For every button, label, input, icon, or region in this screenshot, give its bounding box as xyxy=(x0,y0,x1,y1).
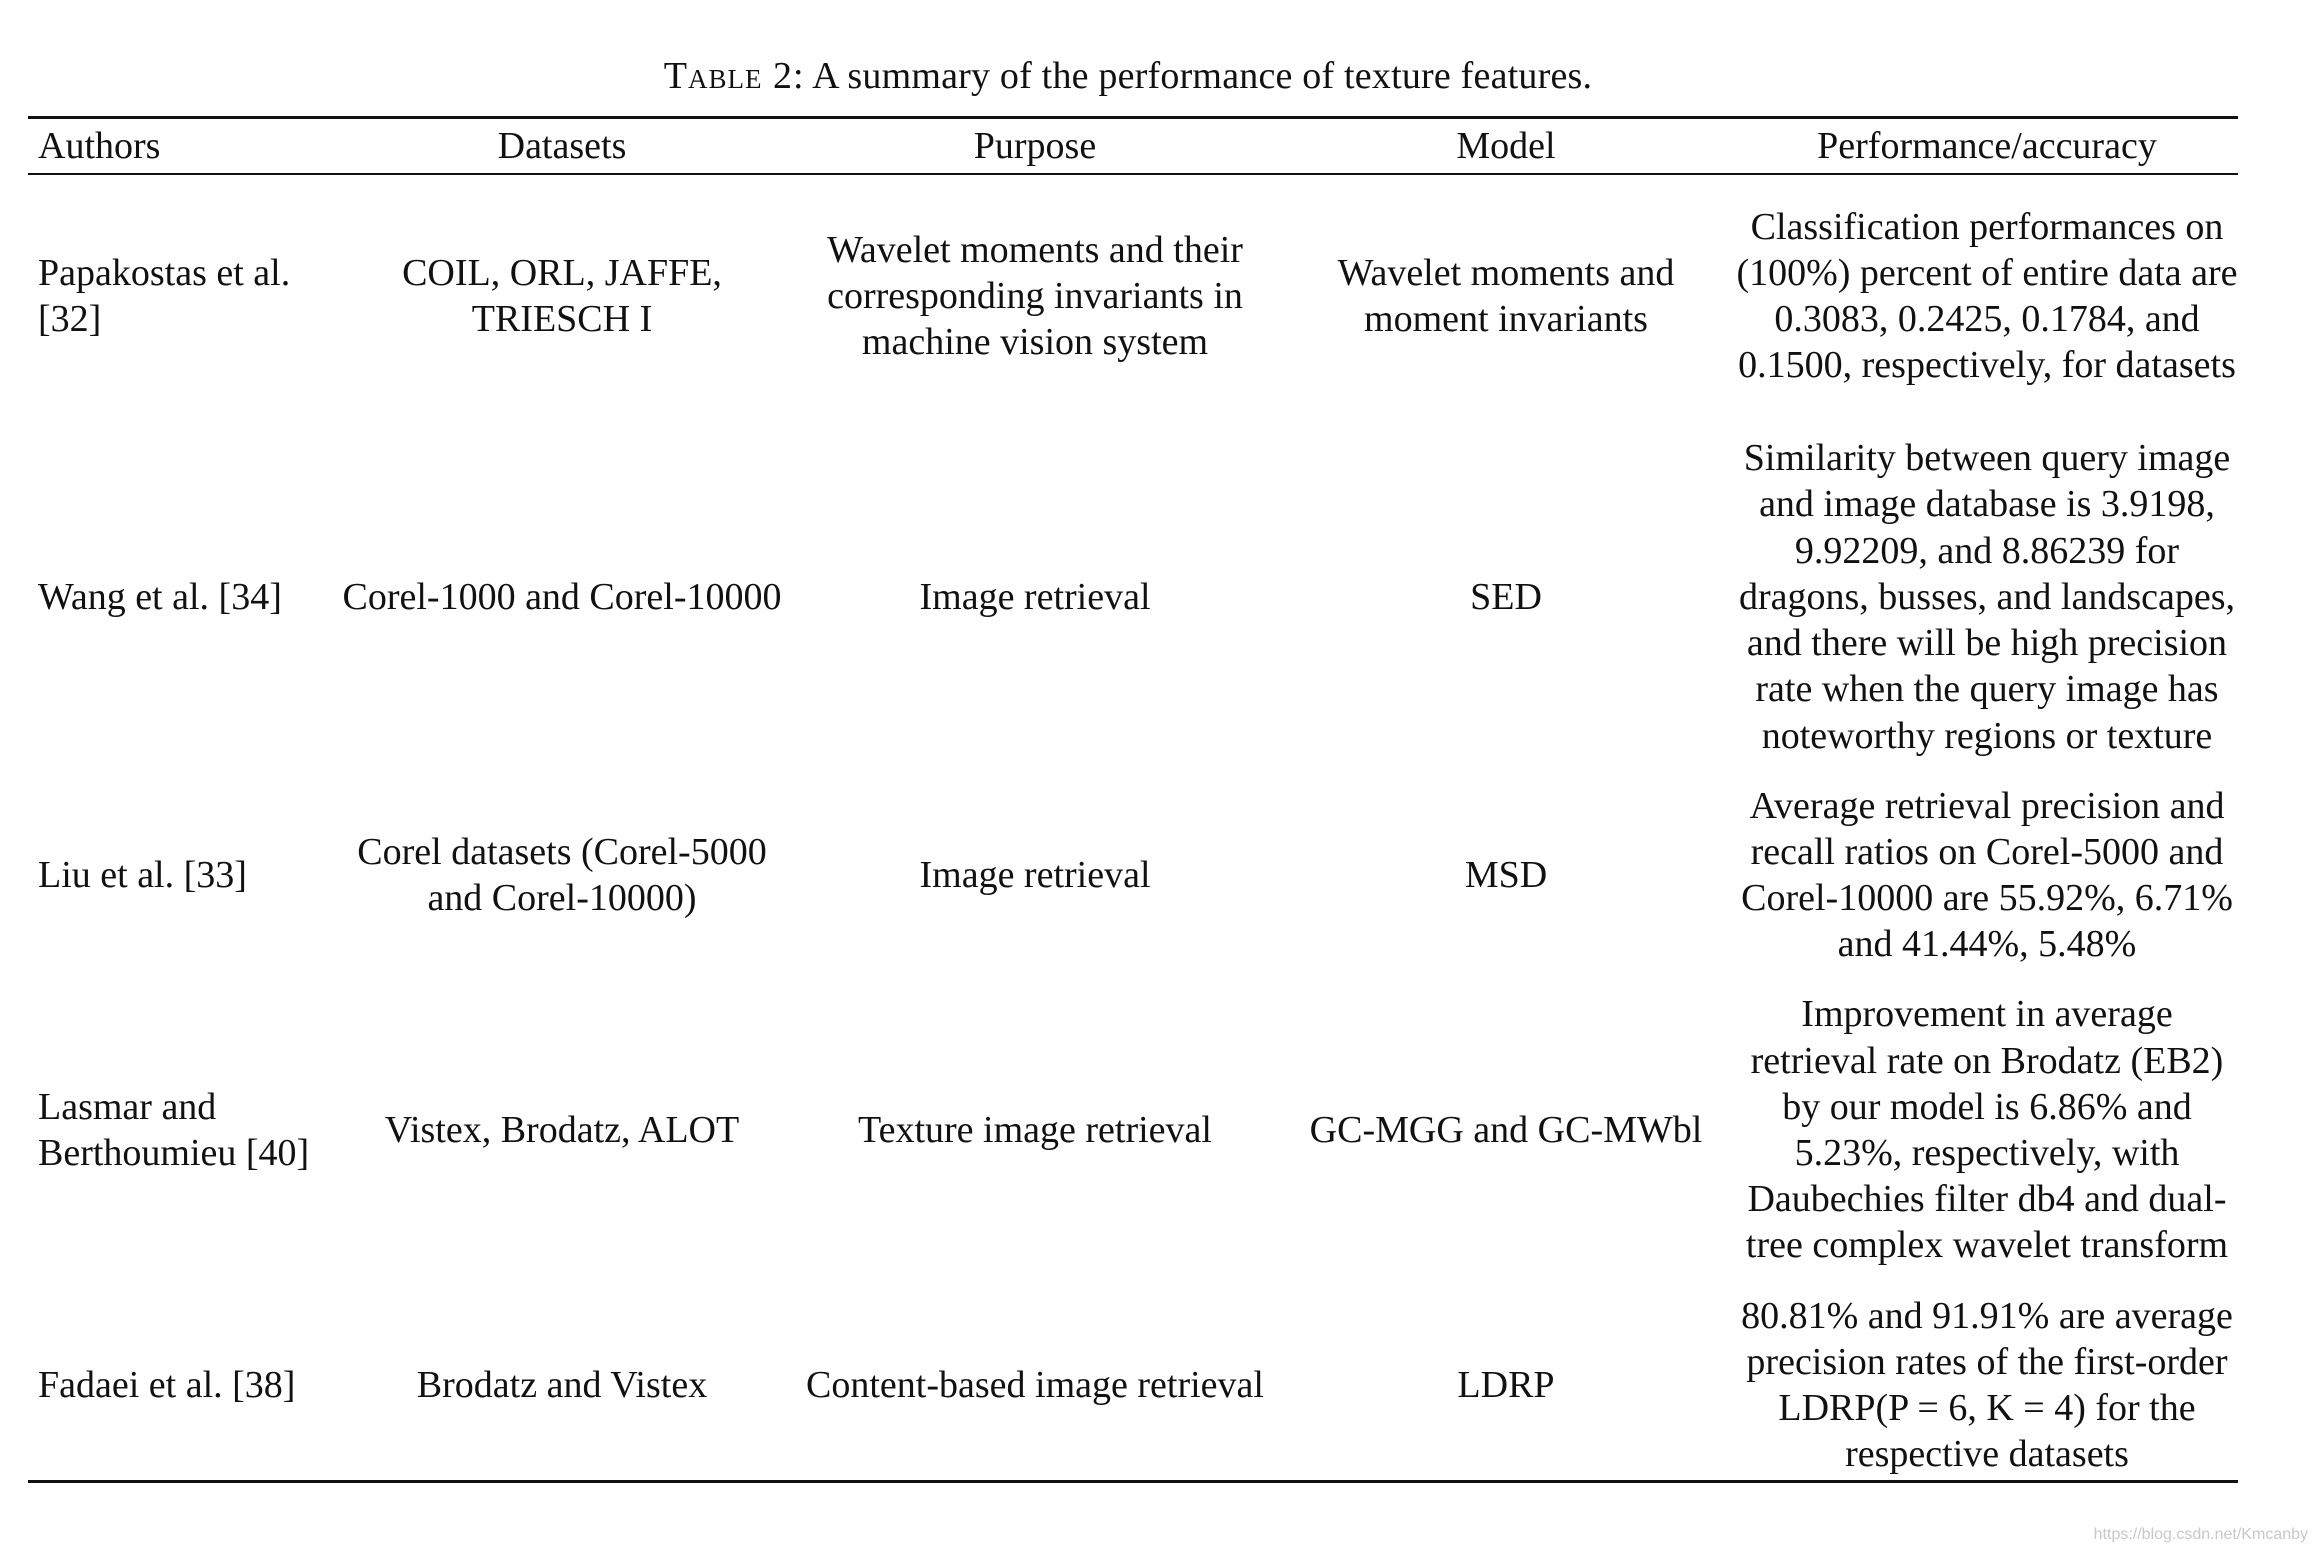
cell-model: Wavelet moments and moment invariants xyxy=(1337,251,1675,340)
table-title: A summary of the performance of texture features. xyxy=(812,55,1593,97)
cell-performance: Similarity between query image and image database is 3.9198, 9.92209, and 8.86239 for dragons, busses, and landscapes, and there will be high precision rate when the query image has noteworthy regions or texture xyxy=(1738,437,2235,757)
cell-authors: Papakostas et al. [32] xyxy=(38,251,291,340)
cell-performance: 80.81% and 91.91% are average precision rates of the first-order LDRP(P = 6, K = 4) for the respective datasets xyxy=(1741,1294,2233,1476)
table-caption xyxy=(0,46,2256,106)
cell-model: LDRP xyxy=(1457,1363,1555,1406)
cell-datasets: Vistex, Brodatz, ALOT xyxy=(384,1108,740,1151)
table-label: Table 2: xyxy=(663,55,805,97)
cell-datasets: Brodatz and Vistex xyxy=(416,1363,708,1406)
cell-purpose: Texture image retrieval xyxy=(858,1108,1212,1151)
header-model: Model xyxy=(1456,124,1556,167)
header-authors: Authors xyxy=(38,124,161,167)
header-purpose: Purpose xyxy=(973,124,1097,167)
cell-performance: Improvement in average retrieval rate on Brodatz (EB2) by our model is 6.86% and 5.23%, respectively, with Daubechies filter db4 and dual-tree complex wavelet transform xyxy=(1745,993,2229,1267)
cell-authors: Wang et al. [34] xyxy=(38,575,282,618)
cell-datasets: Corel-1000 and Corel-10000 xyxy=(342,575,782,618)
cell-purpose: Image retrieval xyxy=(919,853,1151,896)
header-performance: Performance/accuracy xyxy=(1817,124,2157,167)
table-top-rule xyxy=(28,116,2238,119)
cell-purpose: Content-based image retrieval xyxy=(806,1363,1264,1406)
cell-datasets: COIL, ORL, JAFFE, TRIESCH I xyxy=(402,251,722,340)
cell-authors: Lasmar and Berthoumieu [40] xyxy=(38,1085,310,1174)
table-row xyxy=(28,782,2238,968)
cell-purpose: Image retrieval xyxy=(919,575,1151,618)
cell-datasets: Corel datasets (Corel-5000 and Corel-10000) xyxy=(357,830,767,919)
table-header-row xyxy=(28,120,2238,172)
cell-model: SED xyxy=(1470,575,1542,618)
header-datasets: Datasets xyxy=(497,124,627,167)
cell-performance: Classification performances on (100%) percent of entire data are 0.3083, 0.2425, 0.1784, and 0.1500, respectively, for datasets xyxy=(1736,205,2238,387)
cell-authors: Fadaei et al. [38] xyxy=(38,1363,296,1406)
table-row xyxy=(28,1292,2238,1478)
cell-performance: Average retrieval precision and recall ratios on Corel-5000 and Corel-10000 are 55.92%, 6.71% and 41.44%, 5.48% xyxy=(1741,784,2233,966)
table-bottom-rule xyxy=(28,1480,2238,1483)
cell-model: MSD xyxy=(1464,853,1548,896)
table-row xyxy=(28,412,2238,782)
watermark: https://blog.csdn.net/Kmcanby xyxy=(2093,1526,2308,1543)
cell-purpose: Wavelet moments and their corresponding invariants in machine vision system xyxy=(827,228,1243,364)
cell-authors: Liu et al. [33] xyxy=(38,853,247,896)
table-row xyxy=(28,180,2238,412)
table-row xyxy=(28,968,2238,1292)
cell-model: GC-MGG and GC-MWbl xyxy=(1309,1108,1703,1151)
table-header-rule xyxy=(28,173,2238,175)
